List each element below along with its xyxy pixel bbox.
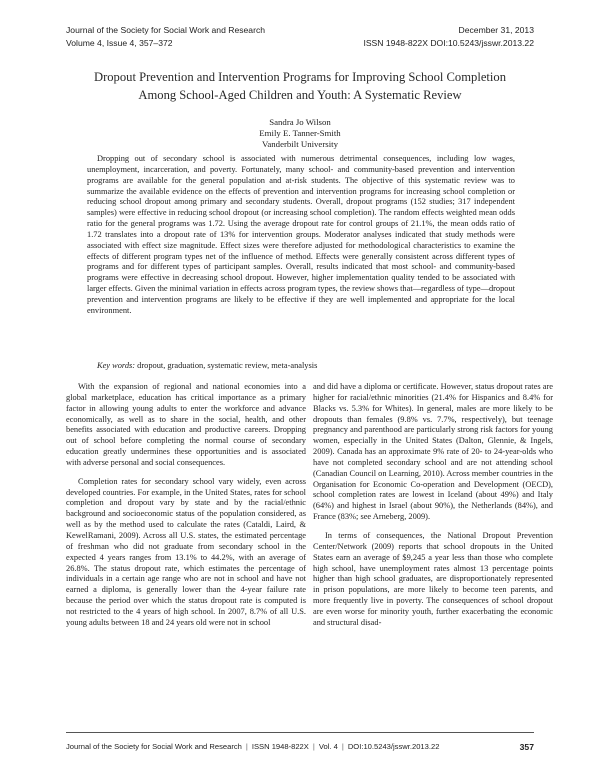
footer-doi: DOI:10.5243/jsswr.2013.22 — [347, 742, 440, 751]
issn-doi: ISSN 1948-822X DOI:10.5243/jsswr.2013.22 — [363, 37, 534, 48]
keywords — [97, 360, 517, 371]
author-name: Emily E. Tanner-Smith — [259, 128, 341, 138]
title-line-2: Among School-Aged Children and Youth: A Systematic Review — [138, 87, 462, 102]
body-paragraph: With the expansion of regional and national economies into a global marketplace, education has critical importance as a primary factor in allowing young adults to enter the workforce and advance economically, as well as to share in the social, health, and other benefits associated with education and productive careers. Dropping out of school before completing the normal course of secondary education greatly undermines these opportunities and is associated with adverse personal and social consequences. — [66, 382, 306, 467]
body-paragraph: and did have a diploma or certificate. However, status dropout rates are higher for racial/ethnic minorities (21.4% for Hispanics and 8.4% for Blacks vs. 5.3% for Whites). In general, males are more likely to be dropouts than females (9.8% vs. 7.7%, respectively), but teenage pregnancy and parenthood are particularly strong risk factors for young women, especially in the United States (Dalton, Glennie, & Ingels, 2009). Canada has an approximate 9% rate of 20- to 24-year-olds who have not completed secondary school and are not attending school (Canadian Council on Learning, 2010). Across member countries in the Organisation for Economic Co-operation and Development (OECD), school completion rates are lowest in Iceland (about 49%) and Italy (64%) and highest in Israel (about 90%), the Netherlands (84%), and France (83%; see Arneberg, 2009). — [313, 382, 553, 522]
author-affiliation: Vanderbilt University — [262, 139, 338, 149]
body-paragraph: Completion rates for secondary school vary widely, even across developed countries. For example, in the United States, rates for school completion and dropout vary by state and by the racial/ethnic background and socioeconomic status of the population considered, as well as by the method used to calculate the rates (Cataldi, Laird, & KewelRamani, 2009). Across all U.S. states, the estimated percentage of freshman who did not graduate from secondary school in the expected 4 years ranges from 13.1% to 44.2%, with an average of 26.8%. The status dropout rate, which estimates the percentage of individuals in a certain age range who are not in school and have not earned a diploma, is generally lower than the 4-year failure rate because the period over which the status dropout rate is computed is not restricted to the 4 years of high school. In 2007, 8.7% of all U.S. young adults between 18 and 24 years old were not in school — [66, 476, 306, 627]
volume-issue: Volume 4, Issue 4, 357–372 — [66, 37, 173, 48]
footer-issn: ISSN 1948-822X — [251, 742, 309, 751]
footer-separator: | — [312, 742, 315, 751]
publication-date: December 31, 2013 — [458, 25, 534, 35]
author-name: Sandra Jo Wilson — [269, 117, 331, 127]
header-left — [66, 24, 265, 49]
running-footer — [66, 732, 534, 752]
footer-separator: | — [245, 742, 248, 751]
page-number: 357 — [519, 742, 534, 752]
abstract: Dropping out of secondary school is associated with numerous detrimental consequences, including low wages, unemployment, incarceration, and poverty. Fortunately, many school- and community-based prevention and intervention programs are available for the general population and at-risk students. The objective of this systematic review was to summarize the available evidence on the effects of prevention and intervention programs for increasing school completion or reducing school dropout among primary and secondary students. Overall, dropout programs (152 studies; 317 independent samples) were effective in reducing school dropout (or increasing school completion). The random effects weighted mean odds ratio for the general programs was 1.72. Using the average dropout rate for control groups of 21.1%, the mean odds ratio of 1.72 translates into a dropout rate of 13% for intervention groups. Moderator analyses indicated that study methods were associated with effect size magnitude. Effect sizes were therefore adjusted for methodological characteristics to examine the effects of different program types net of the influence of method. Effects were generally consistent across different types of programs and for different types of participant samples. Overall, results indicated that most school- and community-based programs were effective in decreasing school dropout. However, higher implementation quality tended to be associated with larger effects. Given the minimal variation in effects across program types, the review shows that—regardless of type—dropout prevention and intervention programs are likely to be effective if they are well implemented and appropriate for the local environment. — [87, 154, 515, 315]
footer-volume: Vol. 4 — [318, 742, 338, 751]
keywords-label: Key words: — [97, 361, 136, 370]
footer-journal: Journal of the Society for Social Work and Research — [66, 742, 242, 751]
footer-separator: | — [341, 742, 344, 751]
body-column-right — [313, 382, 553, 629]
article-title — [60, 69, 540, 104]
title-line-1: Dropout Prevention and Intervention Programs for Improving School Completion — [93, 70, 507, 84]
header-right — [363, 24, 534, 49]
author-block — [150, 117, 450, 150]
journal-name: Journal of the Society for Social Work and Research — [66, 25, 266, 35]
body-column-left — [66, 382, 306, 629]
body-paragraph: In terms of consequences, the National Dropout Prevention Center/Network (2009) reports that school dropouts in the United States earn an average of $9,245 a year less than those who complete high school, have unemployment rates almost 13 percentage points higher than high school graduates, are disproportionately represented in prison populations, are more likely to become teen parents, and more frequently live in poverty. The consequences of school dropout are even worse for minority youth, further exacerbating the economic and structural disad- — [313, 530, 553, 627]
keywords-text: dropout, graduation, systematic review, meta-analysis — [137, 361, 318, 370]
